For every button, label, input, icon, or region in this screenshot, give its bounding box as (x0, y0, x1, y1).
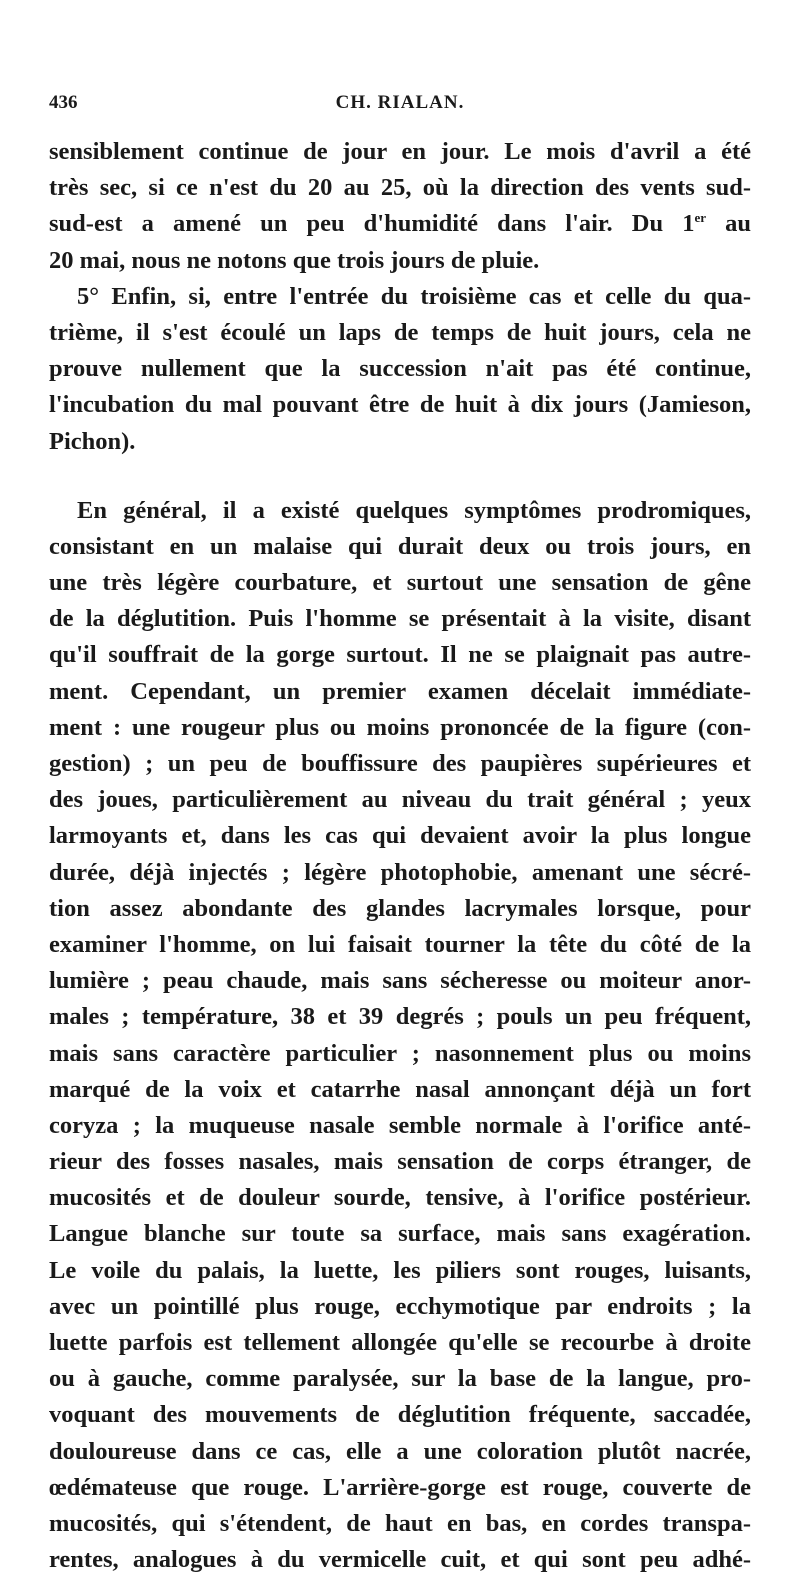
text-line: prouve nullement que la succession n'ait pas été continue, (49, 355, 751, 383)
text-line: lumière ; peau chaude, mais sans sécheresse ou moiteur anor- (49, 967, 751, 995)
paragraph-gap (49, 460, 751, 493)
text-line: marqué de la voix et catarrhe nasal annonçant déjà un fort (49, 1075, 751, 1103)
text-line: des joues, particulièrement au niveau du trait général ; yeux (49, 786, 751, 814)
text-line: gestion) ; un peu de bouffissure des paupières supérieures et (49, 750, 751, 777)
paragraph (49, 493, 751, 1578)
text-line: En général, il a existé quelques symptômes prodromiques, (77, 496, 751, 524)
paragraph (49, 134, 751, 279)
text-line: ment : une rougeur plus ou moins prononcée de la figure (con- (49, 713, 751, 741)
text-line: mais sans caractère particulier ; nasonnement plus ou moins (49, 1039, 751, 1067)
text-line: voquant des mouvements de déglutition fréquente, saccadée, (49, 1401, 751, 1429)
text-line: ment. Cependant, un premier examen décelait immédiate- (49, 677, 751, 705)
text-line: rieur des fosses nasales, mais sensation de corps étranger, de (49, 1148, 751, 1176)
text-line: Le voile du palais, la luette, les piliers sont rouges, luisants, (49, 1256, 751, 1284)
text-line: examiner l'homme, on lui faisait tourner la tête du côté de la (49, 930, 751, 958)
page-header (49, 92, 751, 118)
text-line: males ; température, 38 et 39 degrés ; pouls un peu fréquent, (49, 1003, 751, 1031)
text-line: luette parfois est tellement allongée qu'elle se recourbe à droite (49, 1329, 751, 1356)
text-line: sud-est a amené un peu d'humidité dans l'air. Du 1 (49, 210, 695, 238)
text-line: qu'il souffrait de la gorge surtout. Il ne se plaignait pas autre- (49, 641, 751, 669)
text-line: larmoyants et, dans les cas qui devaient avoir la plus longue (49, 822, 751, 850)
text-line: sensiblement continue de jour en jour. Le mois d'avril a été (49, 138, 751, 165)
text-line: très sec, si ce n'est du 20 au 25, où la direction des vents sud- (49, 174, 751, 202)
text-line: 20 mai, nous ne notons que trois jours de pluie. (49, 246, 540, 274)
paragraph (49, 279, 751, 460)
text-line: l'incubation du mal pouvant être de huit à dix jours (Jamieson, (49, 391, 751, 419)
text-line: de la déglutition. Puis l'homme se présentait à la visite, disant (49, 605, 751, 633)
text-tail: au (706, 210, 751, 238)
text-line: œdémateuse que rouge. L'arrière-gorge est rouge, couverte de (49, 1473, 751, 1501)
running-title: CH. RIALAN. (335, 92, 465, 113)
text-line: trième, il s'est écoulé un laps de temps de huit jours, cela ne (49, 318, 751, 346)
text-line: tion assez abondante des glandes lacrymales lorsque, pour (49, 894, 751, 922)
text-line: Langue blanche sur toute sa surface, mais sans exagération. (49, 1220, 751, 1248)
text-line: douloureuse dans ce cas, elle a une coloration plutôt nacrée, (49, 1437, 751, 1465)
page-number: 436 (49, 92, 78, 113)
text-line: mucosités et de douleur sourde, tensive, à l'orifice postérieur. (49, 1184, 751, 1212)
text-line: 5° Enfin, si, entre l'entrée du troisième cas et celle du qua- (77, 282, 751, 310)
text-line: durée, déjà injectés ; légère photophobie, amenant une sécré- (49, 858, 751, 886)
text-line: mucosités, qui s'étendent, de haut en bas, en cordes transpa- (49, 1509, 751, 1537)
text-line: avec un pointillé plus rouge, ecchymotique par endroits ; la (49, 1292, 751, 1320)
text-line: Pichon). (49, 427, 136, 455)
text-line: rentes, analogues à du vermicelle cuit, et qui sont peu adhé- (49, 1546, 751, 1574)
text-line: consistant en un malaise qui durait deux ou trois jours, en (49, 532, 751, 560)
superscript-er: er (694, 210, 706, 226)
text-line-with-superscript (49, 206, 751, 242)
text-line: une très légère courbature, et surtout une sensation de gêne (49, 569, 751, 597)
body-text (49, 134, 751, 1578)
text-line: ou à gauche, comme paralysée, sur la base de la langue, pro- (49, 1365, 751, 1393)
text-line: coryza ; la muqueuse nasale semble normale à l'orifice anté- (49, 1111, 751, 1139)
